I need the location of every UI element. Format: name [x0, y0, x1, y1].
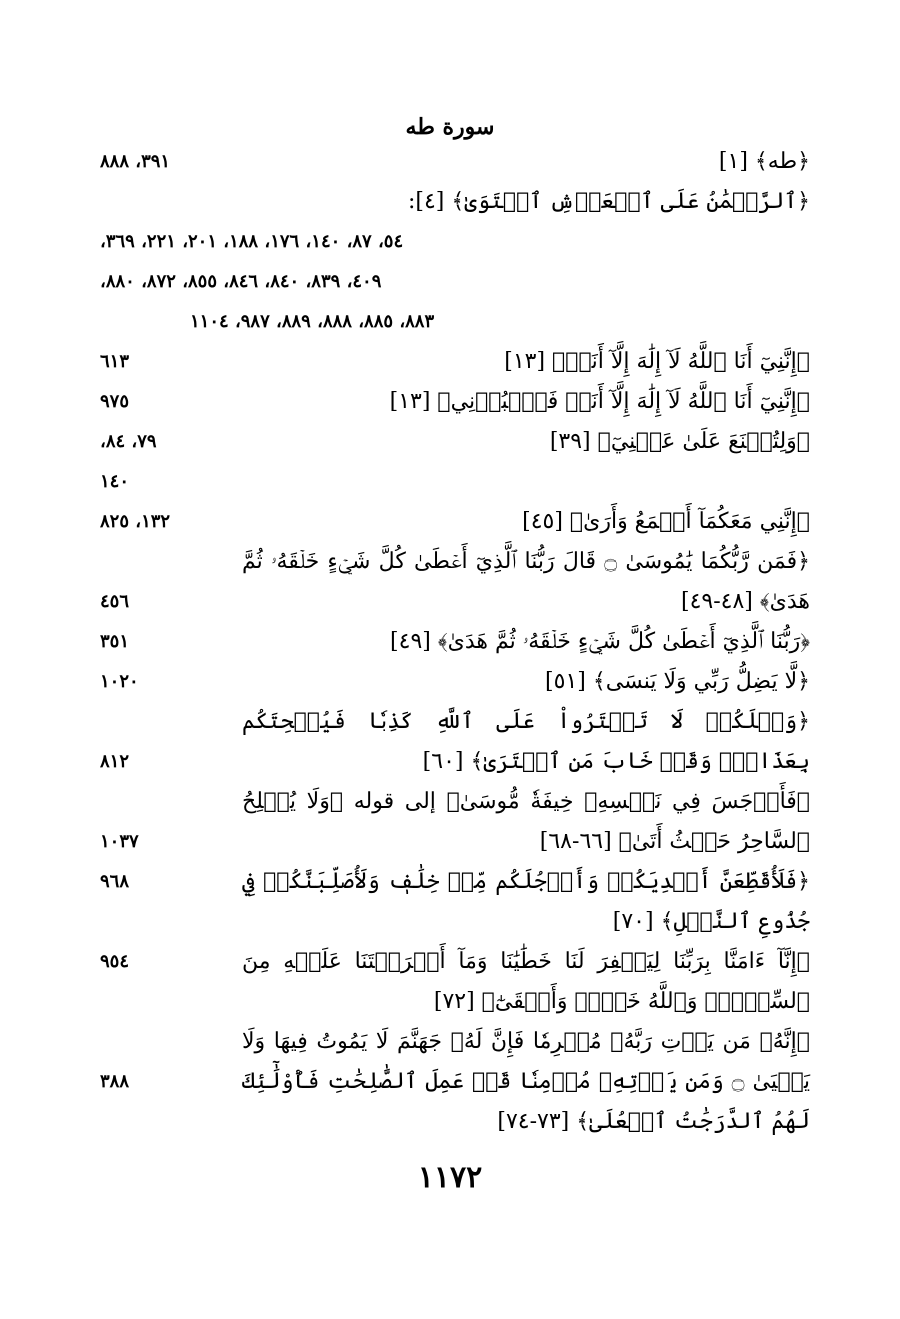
index-entry: [100, 422, 810, 462]
verse-text: ﴿إِنَّنِي مَعَكُمَآ أَسۡمَعُ وَأَرَىٰ﴾ [٤٥]: [522, 509, 810, 534]
verse-text: ﴿إِنَّنِيٓ أَنَا ٱللَّهُ لَآ إِلَٰهَ إِلَّآ أَنَا۠ فَٱعۡبُدۡنِي﴾ [١٣]: [389, 389, 810, 414]
page-refs: ١٤٠: [100, 471, 130, 492]
page-refs: ٤٥٦: [100, 591, 130, 612]
page-refs: ٩٦٨: [100, 871, 130, 892]
page-refs: ٣٥١: [100, 631, 130, 652]
verse-text: ﴿إِنَّنِيٓ أَنَا ٱللَّهُ لَآ إِلَٰهَ إِلَّآ أَنَا۠﴾ [١٣]: [504, 349, 810, 374]
index-entry: [100, 542, 810, 622]
verse-text: [242, 462, 810, 502]
index-entry: [100, 182, 810, 222]
index-entry: [100, 382, 810, 422]
page-refs: ٣٩١، ٨٨٨: [100, 151, 171, 172]
page-title: سورة طه: [405, 114, 495, 140]
verse-text: ﴿فَلَأُقَطِّعَنَّ أَيۡدِيَكُمۡ وَأَرۡجُلَكُم مِّنۡ خِلَٰفٖ وَلَأُصَلِّبَنَّكُمۡ فِي جُذُوعِ ٱلنَّخۡلِ﴾ [٧٠]: [242, 869, 810, 934]
page-number: ١١٧٢: [417, 1160, 483, 1195]
verse-text: ﴿إِنَّهُۥ مَن يَأۡتِ رَبَّهُۥ مُجۡرِمٗا فَإِنَّ لَهُۥ جَهَنَّمَ لَا يَمُوتُ فِيهَا وَلَا يَحۡيَىٰ ۝ وَمَن يَأۡتِهِۦ مُؤۡمِنٗا قَدۡ عَمِلَ ٱلصَّٰلِحَٰتِ فَأُوْلَٰٓئِكَ لَهُمُ ٱلدَّرَجَٰتُ ٱلۡعُلَىٰ﴾ [٧٣-٧٤]: [242, 1029, 810, 1134]
index-entry: [100, 342, 810, 382]
index-entry: [100, 702, 810, 782]
index-entry: [100, 1022, 810, 1142]
page-refs: ٩٧٥: [100, 391, 130, 412]
arsh-page-refs: [100, 222, 810, 342]
verse-text: ﴿ٱلرَّحۡمَٰنُ عَلَى ٱلۡعَرۡشِ ٱسۡتَوَىٰ﴾ [٤]:: [407, 189, 810, 214]
verse-text: ﴿وَيۡلَكُمۡ لَا تَفۡتَرُواْ عَلَى ٱللَّهِ كَذِبٗا فَيُسۡحِتَكُم بِعَذَابٖۖ وَقَدۡ خَابَ مَنِ ٱفۡتَرَىٰ﴾ [٦٠]: [242, 709, 810, 774]
page-refs: ١٣٢، ٨٢٥: [100, 511, 171, 532]
verse-text: ﴿طه﴾ [١]: [718, 149, 810, 174]
index-entry: [100, 462, 810, 502]
verse-text: ﴿رَبُّنَا ٱلَّذِيٓ أَعۡطَىٰ كُلَّ شَيۡءٍ خَلۡقَهُۥ ثُمَّ هَدَىٰ﴾ [٤٩]: [390, 629, 810, 654]
page-refs: ٧٩، ٨٤،: [100, 431, 157, 452]
index-entry: [100, 662, 810, 702]
verse-text: ﴿لَّا يَضِلُّ رَبِّي وَلَا يَنسَى﴾ [٥١]: [545, 669, 810, 694]
index-entry: [100, 622, 810, 662]
page-refs: ٣٨٨: [100, 1071, 130, 1092]
index-entry: [100, 942, 810, 1022]
index-entry: [100, 502, 810, 542]
verse-text: ﴿وَلِتُصۡنَعَ عَلَىٰ عَيۡنِيٓ﴾ [٣٩]: [549, 429, 810, 454]
verse-text: ﴿إِنَّآ ءَامَنَّا بِرَبِّنَا لِيَغۡفِرَ لَنَا خَطَٰيَٰنَا وَمَآ أَكۡرَهۡتَنَا عَلَيۡهِ مِنَ ٱلسِّحۡرِۗ وَٱللَّهُ خَيۡرٞ وَأَبۡقَىٰٓ﴾ [٧٢]: [242, 949, 810, 1014]
page-refs: ٨١٢: [100, 751, 130, 772]
page-refs: ١٠٢٠: [100, 671, 139, 692]
refs-line: ٥٤، ٨٧، ١٤٠، ١٧٦، ١٨٨، ٢٠١، ٢٢١، ٣٦٩،: [100, 231, 404, 252]
index-entry: [100, 142, 810, 182]
index-entry: [100, 782, 810, 862]
verse-text: ﴿فَأَوۡجَسَ فِي نَفۡسِهِۦ خِيفَةٗ مُّوسَىٰ﴾ إلى قوله ﴿وَلَا يُفۡلِحُ ٱلسَّاحِرُ حَيۡثُ أَتَىٰ﴾ [٦٦-٦٨]: [242, 789, 810, 854]
index-entries: [100, 142, 810, 1142]
refs-line: ٨٨٣، ٨٨٥، ٨٨٨، ٨٨٩، ٩٨٧، ١١٠٤: [190, 311, 435, 332]
refs-line: ٤٠٩، ٨٣٩، ٨٤٠، ٨٤٦، ٨٥٥، ٨٧٢، ٨٨٠،: [100, 271, 382, 292]
index-entry: [100, 862, 810, 942]
page-refs: ٩٥٤: [100, 951, 130, 972]
page-refs: ١٠٣٧: [100, 831, 139, 852]
page-refs: ٦١٣: [100, 351, 130, 372]
verse-text: ﴿فَمَن رَّبُّكُمَا يَٰمُوسَىٰ ۝ قَالَ رَبُّنَا ٱلَّذِيٓ أَعۡطَىٰ كُلَّ شَيۡءٍ خَلۡقَهُۥ ثُمَّ هَدَىٰ﴾ [٤٨-٤٩]: [242, 549, 810, 614]
